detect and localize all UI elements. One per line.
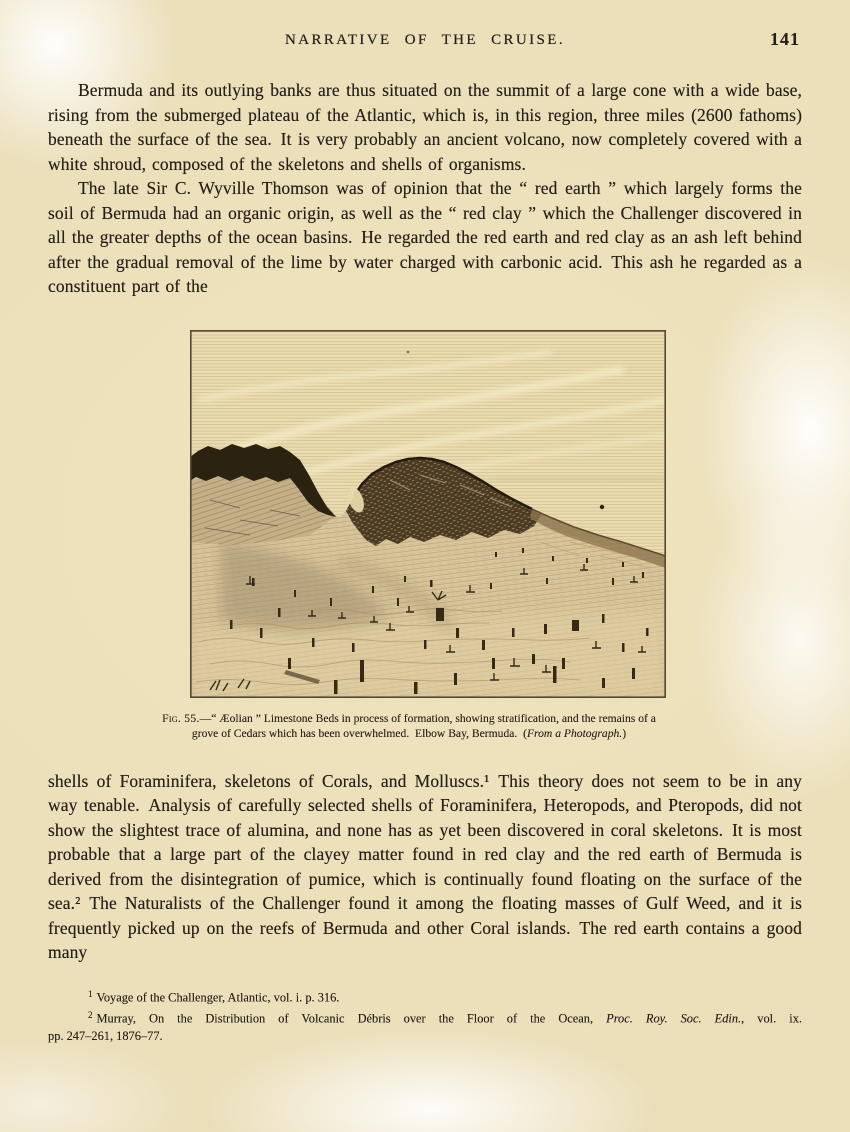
figure-caption-text2: grove of Cedars which has been overwhelmed. Elbow Bay, Bermuda. ( — [191, 727, 527, 740]
paragraph-3: shells of Foraminifera, skeletons of Corals, and Molluscs.¹ This theory does not seem to be in any way tenable. Analysis of carefully selected shells of Foraminifera, Heteropods, and Pteropods, did not show the slightest trace of alumina, and none has as yet been discovered in coral skeletons. It is most probable that a large part of the clayey matter found in red clay and the red earth of Bermuda is derived from the disintegration of pumice, which is continually found floating on the surface of the sea.² The Naturalists of the Challenger found it among the floating masses of Gulf Weed, and it is frequently picked up on the reefs of Bermuda and other Coral islands. The red earth contains a good many — [48, 770, 802, 962]
paper-speck — [407, 350, 410, 353]
paragraph-1: Bermuda and its outlying banks are thus situated on the summit of a large cone with a wide base, rising from the submerged plateau of the Atlantic, which is, in this region, three miles (2600 fathoms) beneath the surface of the sea. It is very probably an ancient volcano, now completely covered with a white shroud, composed of the skeletons and shells of organisms. — [48, 80, 802, 174]
paragraph-2: The late Sir C. Wyville Thomson was of opinion that the “ red earth ” which largely forms the soil of Bermuda had an organic origin, as well as the “ red clay ” which the Challenger discovered in all the greater depths of the ocean basins. He regarded the red earth and red clay as an ash left behind after the gradual removal of the lime by water charged with carbonic acid. This ash he regarded as a constituent part of the — [48, 178, 802, 296]
page-body — [48, 78, 802, 1045]
book-page — [0, 29, 850, 1045]
figure-caption-close: ) — [622, 727, 627, 740]
figure-caption-credit: From a Photograph. — [526, 727, 623, 740]
figure-caption-text: —“ Æolian ” Limestone Beds in process of formation, showing stratification, and the remains of a — [199, 711, 656, 725]
page-header — [48, 29, 802, 54]
figure-caption-line2 — [32, 726, 786, 742]
footnote-2-line1 — [48, 1007, 802, 1028]
figure-illustration — [190, 330, 666, 698]
figure-number-label: Fig. 55. — [162, 711, 200, 725]
footnote-1-marker: 1 — [88, 988, 93, 999]
footnotes — [48, 986, 802, 1046]
footnote-2-journal: Proc. Roy. Soc. Edin. — [606, 1011, 742, 1025]
running-title: NARRATIVE OF THE CRUISE. — [284, 32, 565, 48]
footnote-1-text: Voyage of the Challenger, Atlantic, vol. i. p. 316. — [96, 990, 340, 1004]
footnote-2-text-end: , vol. ix. — [741, 1011, 802, 1025]
figure-caption-line1 — [32, 711, 786, 727]
footnote-1 — [48, 986, 802, 1007]
footnote-2-text: Murray, On the Distribution of Volcanic Débris over the Floor of the Ocean, — [96, 1011, 607, 1025]
footnote-2-line2: pp. 247–261, 1876–77. — [48, 1028, 163, 1043]
footnote-2-marker: 2 — [88, 1009, 93, 1020]
page-number: 141 — [770, 29, 800, 49]
distant-figure-dot — [600, 504, 604, 508]
aeolian-limestone-engraving — [190, 330, 666, 698]
figure-55 — [48, 330, 802, 742]
figure-caption — [32, 711, 786, 742]
